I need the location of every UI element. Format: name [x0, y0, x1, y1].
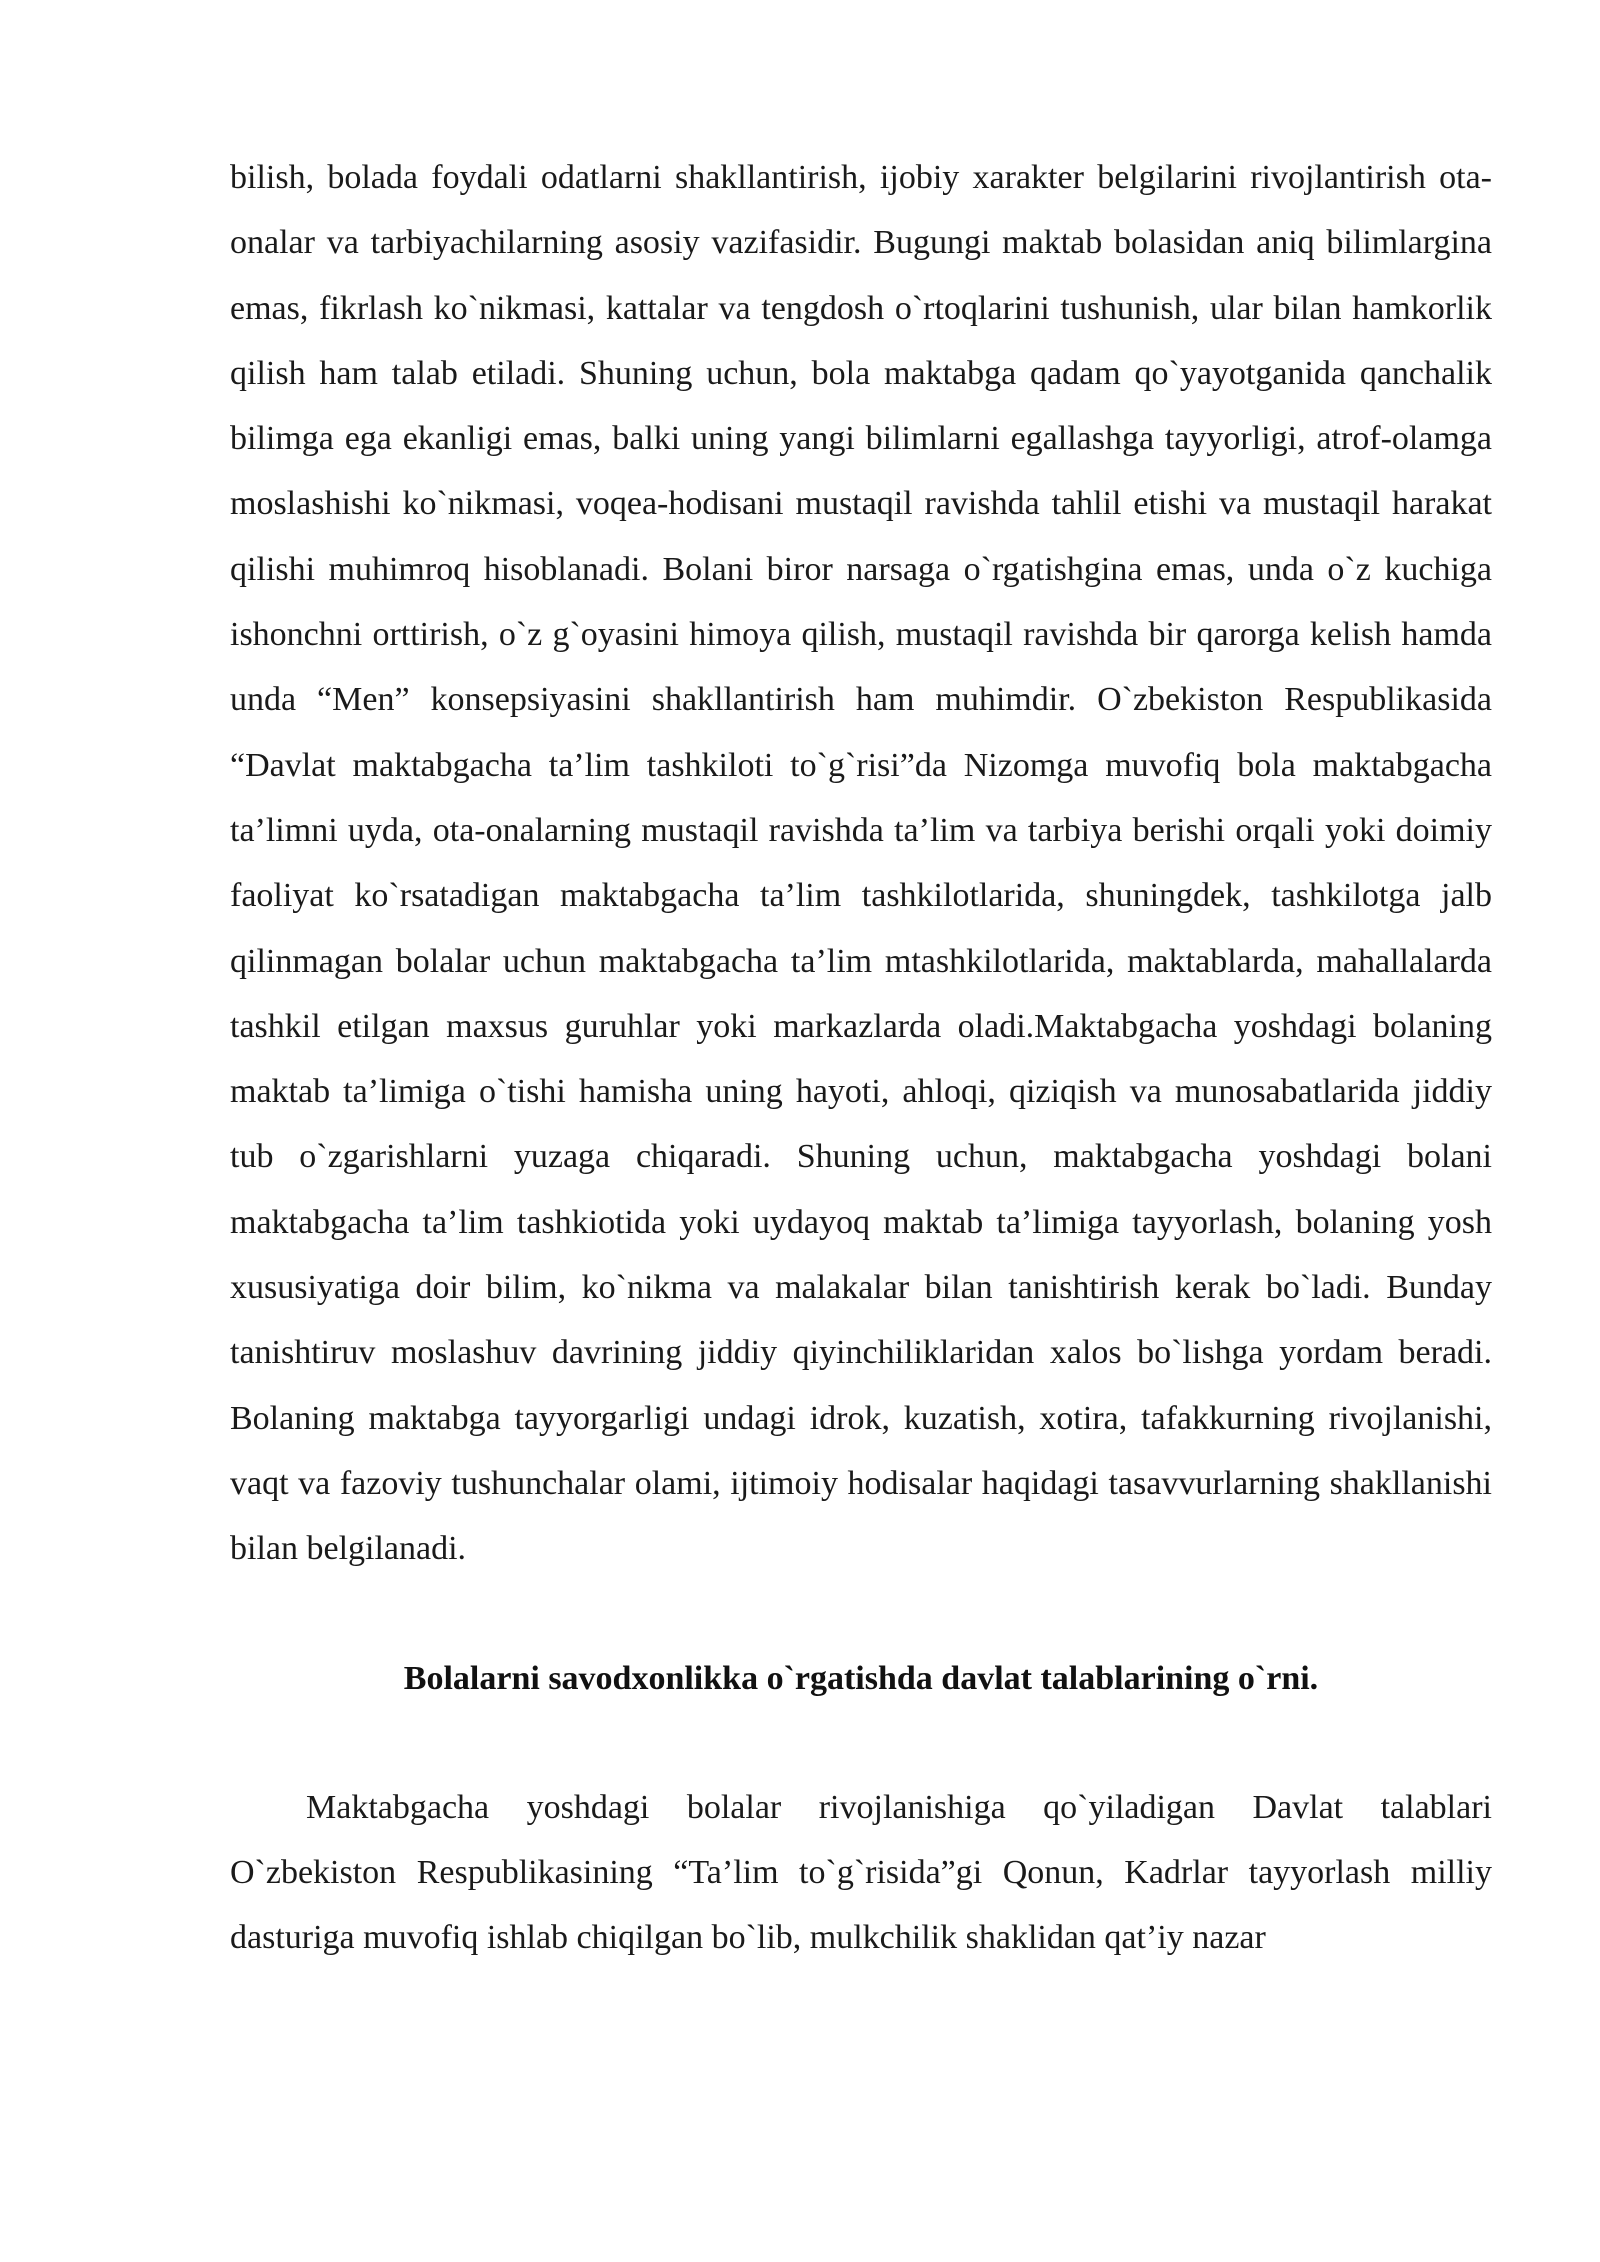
document-body: [230, 145, 1492, 1970]
body-paragraph-2: Maktabgacha yoshdagi bolalar rivojlanishiga qo`yiladigan Davlat talablari O`zbekiston Respublikasining “Ta’lim to`g`risida”gi Qonun, Kadrlar tayyorlash milliy dasturiga muvofiq ishlab chiqilgan bo`lib, mulkchilik shaklidan qat’iy nazar: [230, 1788, 1492, 1957]
section-heading: Bolalarni savodxonlikka o`rgatishda davlat talablarining o`rni.: [403, 1659, 1319, 1697]
body-paragraph-1: bilish, bolada foydali odatlarni shakllantirish, ijobiy xarakter belgilarini rivojlantirish ota-onalar va tarbiyachilarning asosiy vazifasidir. Bugungi maktab bolasidan aniq bilimlargina emas, fikrlash ko`nikmasi, kattalar va tengdosh o`rtoqlarini tushunish, ular bilan hamkorlik qilish ham talab etiladi. Shuning uchun, bola maktabga qadam qo`yayotganida qanchalik bilimga ega ekanligi emas, balki uning yangi bilimlarni egallashga tayyorligi, atrof-olamga moslashishi ko`nikmasi, voqea-hodisani mustaqil ravishda tahlil etishi va mustaqil harakat qilishi muhimroq hisoblanadi. Bolani biror narsaga o`rgatishgina emas, unda o`z kuchiga ishonchni orttirish, o`z g`oyasini himoya qilish, mustaqil ravishda bir qarorga kelish hamda unda “Men” konsepsiyasini shakllantirish ham muhimdir. O`zbekiston Respublikasida “Davlat maktabgacha ta’lim tashkiloti to`g`risi”da Nizomga muvofiq bola maktabgacha ta’limni uyda, ota-onalarning mustaqil ravishda ta’lim va tarbiya berishi orqali yoki doimiy faoliyat ko`rsatadigan maktabgacha ta’lim tashkilotlarida, shuningdek, tashkilotga jalb qilinmagan bolalar uchun maktabgacha ta’lim mtashkilotlarida, maktablarda, mahallalarda tashkil etilgan maxsus guruhlar yoki markazlarda oladi.Maktabgacha yoshdagi bolaning maktab ta’limiga o`tishi hamisha uning hayoti, ahloqi, qiziqish va munosabatlarida jiddiy tub o`zgarishlarni yuzaga chiqaradi. Shuning uchun, maktabgacha yoshdagi bolani maktabgacha ta’lim tashkiotida yoki uydayoq maktab ta’limiga tayyorlash, bolaning yosh xususiyatiga doir bilim, ko`nikma va malakalar bilan tanishtirish kerak bo`ladi. Bunday tanishtiruv moslashuv davrining jiddiy qiyinchiliklaridan xalos bo`lishga yordam beradi. Bolaning maktabga tayyorgarligi undagi idrok, kuzatish, xotira, tafakkurning rivojlanishi, vaqt va fazoviy tushunchalar olami, ijtimoiy hodisalar haqidagi tasavvurlarning shakllanishi bilan belgilanadi.: [230, 159, 1492, 1568]
